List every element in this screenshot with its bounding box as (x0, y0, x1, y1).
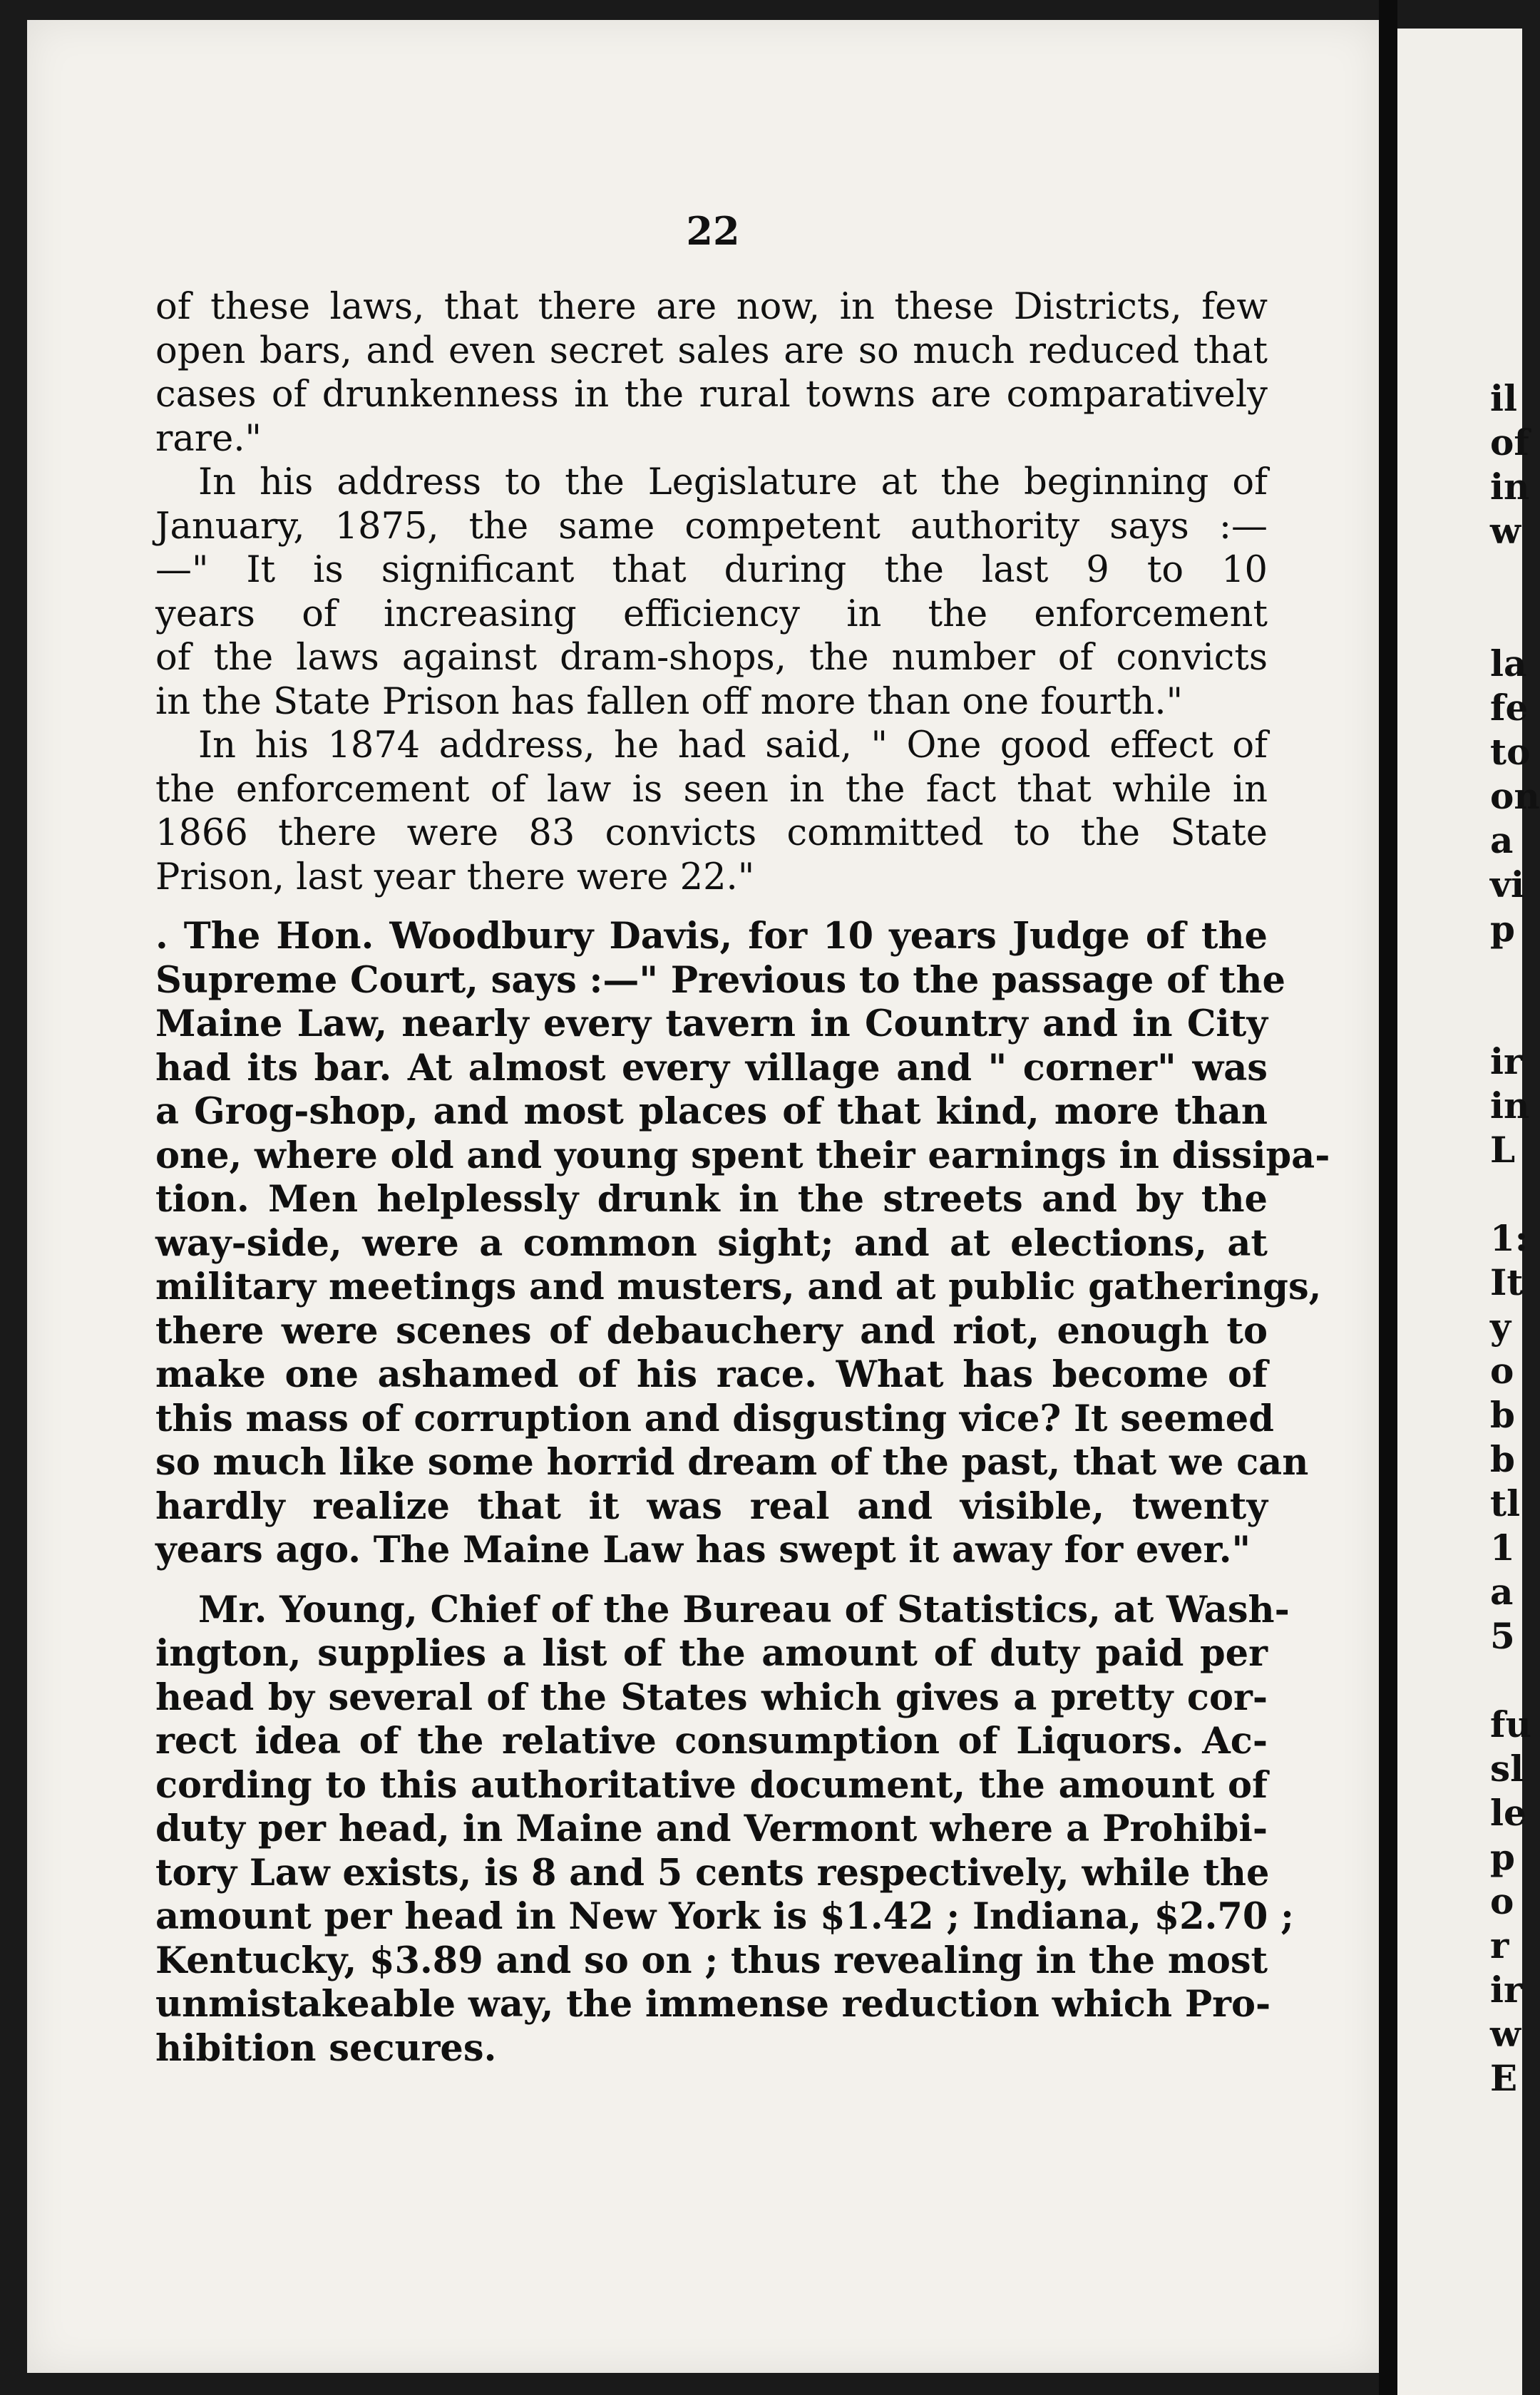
facing-page-fragment: il (1490, 377, 1517, 419)
text-line: hibition secures. (155, 2026, 497, 2070)
text-line: years ago. The Maine Law has swept it away for ever." (155, 1529, 1251, 1571)
text-line: there were scenes of debauchery and riot, enough to (155, 1309, 1268, 1353)
facing-page-fragment: y (1490, 1306, 1511, 1348)
facing-page-fragment: w (1490, 2013, 1521, 2055)
text-line: way-side, were a common sight; and at elections, at (155, 1221, 1268, 1265)
text-line: had its bar. At almost every village and " corner" was (155, 1046, 1268, 1089)
text-line: In his address to the Legislature at the beginning of (198, 461, 1268, 503)
facing-page-fragment (1490, 995, 1540, 1040)
text-line: Maine Law, nearly every tavern in Country and in City (155, 1002, 1268, 1045)
facing-page-fragment: la (1490, 642, 1527, 684)
page-number: 22 (686, 208, 740, 254)
facing-page-fragment: w (1490, 510, 1521, 552)
text-line: cases of drunkenness in the rural towns are comparatively (155, 374, 1268, 416)
facing-page-fragment (1490, 1172, 1540, 1216)
facing-page-fragment: ir (1490, 1040, 1523, 1082)
facing-page-fragment: vi (1490, 863, 1525, 906)
facing-page-fragment: 1 (1490, 1527, 1515, 1569)
facing-page-fragment: in (1490, 1084, 1530, 1127)
paragraph (155, 724, 1268, 899)
paragraph (155, 285, 1268, 461)
facing-page-fragment: a (1490, 1571, 1514, 1613)
paragraph (155, 461, 1268, 724)
text-line: Mr. Young, Chief of the Bureau of Statistics, at Wash- (198, 1588, 1290, 1631)
facing-page-fragment (1490, 553, 1540, 598)
facing-page-fragment: p (1490, 1836, 1515, 1878)
facing-page-fragment: o (1490, 1350, 1514, 1392)
facing-page-fragment: fe (1490, 687, 1529, 729)
paragraph (155, 1588, 1294, 2071)
text-line: Prison, last year there were 22." (155, 856, 755, 898)
facing-page-fragment: L (1490, 1129, 1516, 1171)
text-line: . The Hon. Woodbury Davis, for 10 years Judge of the (155, 915, 1268, 958)
text-line: cording to this authoritative document, the amount of (155, 1763, 1268, 1807)
facing-page-fragment: ir (1490, 1969, 1523, 2011)
text-line: the enforcement of law is seen in the fact that while in (155, 768, 1268, 811)
facing-page-fragment: E (1490, 2057, 1518, 2099)
paragraph (155, 915, 1330, 1573)
facing-page-fragment: 1: (1490, 1217, 1529, 1259)
facing-page-fragment: le (1490, 1792, 1526, 1834)
text-line: make one ashamed of his race. What has become of (155, 1353, 1268, 1396)
facing-page-fragment (1490, 1658, 1540, 1703)
facing-page-fragment: on (1490, 775, 1540, 817)
facing-page-fragment: b (1490, 1394, 1515, 1436)
facing-page-fragment (1490, 951, 1540, 995)
text-line: ington, supplies a list of the amount of duty paid per (155, 1632, 1268, 1675)
facing-page-fragment: tl (1490, 1482, 1521, 1524)
text-line: rare." (155, 417, 262, 460)
facing-page-fragment: r (1490, 1924, 1509, 1966)
text-line: Supreme Court, says :—" Previous to the passage of the (155, 958, 1285, 1002)
text-line: military meetings and musters, and at public gatherings, (155, 1266, 1322, 1308)
facing-page-fragment: sl (1490, 1748, 1524, 1790)
text-line: years of increasing efficiency in the enforcement (155, 593, 1268, 635)
text-line: 1866 there were 83 convicts committed to the State (155, 812, 1268, 854)
facing-page-fragment: fu (1490, 1703, 1531, 1745)
book-gutter (1379, 0, 1397, 2395)
text-line: In his 1874 address, he had said, " One good effect of (198, 724, 1268, 766)
text-line: January, 1875, the same competent authority says :— (155, 505, 1268, 548)
facing-page-fragments (1490, 376, 1540, 2101)
text-line: hardly realize that it was real and visible, twenty (155, 1484, 1268, 1528)
facing-page-fragment: b (1490, 1438, 1515, 1480)
text-line: one, where old and young spent their earnings in dissipa- (155, 1134, 1330, 1177)
text-line: in the State Prison has fallen off more than one fourth." (155, 680, 1184, 723)
facing-page-fragment: 5 (1490, 1615, 1515, 1657)
text-line: amount per head in New York is $1.42 ; Indiana, $2.70 ; (155, 1895, 1294, 1938)
text-line: duty per head, in Maine and Vermont where a Prohibi- (155, 1807, 1268, 1850)
text-line: unmistakeable way, the immense reduction which Pro- (155, 1983, 1271, 2026)
facing-page-fragment: p (1490, 908, 1515, 950)
text-line: this mass of corruption and disgusting vice? It seemed (155, 1397, 1274, 1440)
page-body-text (155, 285, 1330, 2071)
facing-page-fragment (1490, 598, 1540, 642)
facing-page-fragment: a (1490, 819, 1514, 861)
facing-page-fragment: It (1490, 1261, 1524, 1303)
text-line: of the laws against dram-shops, the number of convicts (155, 637, 1268, 679)
facing-page-fragment: in (1490, 466, 1530, 508)
text-line: rect idea of the relative consumption of Liquors. Ac- (155, 1720, 1268, 1763)
text-line: head by several of the States which gives a pretty cor- (155, 1676, 1268, 1719)
text-line: so much like some horrid dream of the past, that we can (155, 1441, 1309, 1484)
facing-page-fragment: to (1490, 731, 1531, 773)
facing-page-fragment: o (1490, 1880, 1514, 1922)
text-line: of these laws, that there are now, in these Districts, few (155, 286, 1268, 328)
text-line: Kentucky, $3.89 and so on ; thus revealing in the most (155, 1939, 1268, 1982)
text-line: —" It is significant that during the last 9 to 10 (155, 549, 1268, 591)
facing-page-fragment: of (1490, 421, 1529, 463)
text-line: tory Law exists, is 8 and 5 cents respectively, while the (155, 1851, 1270, 1894)
text-line: open bars, and even secret sales are so much reduced that (155, 329, 1268, 372)
text-line: tion. Men helplessly drunk in the streets and by the (155, 1178, 1268, 1221)
text-line: a Grog-shop, and most places of that kind, more than (155, 1090, 1268, 1133)
